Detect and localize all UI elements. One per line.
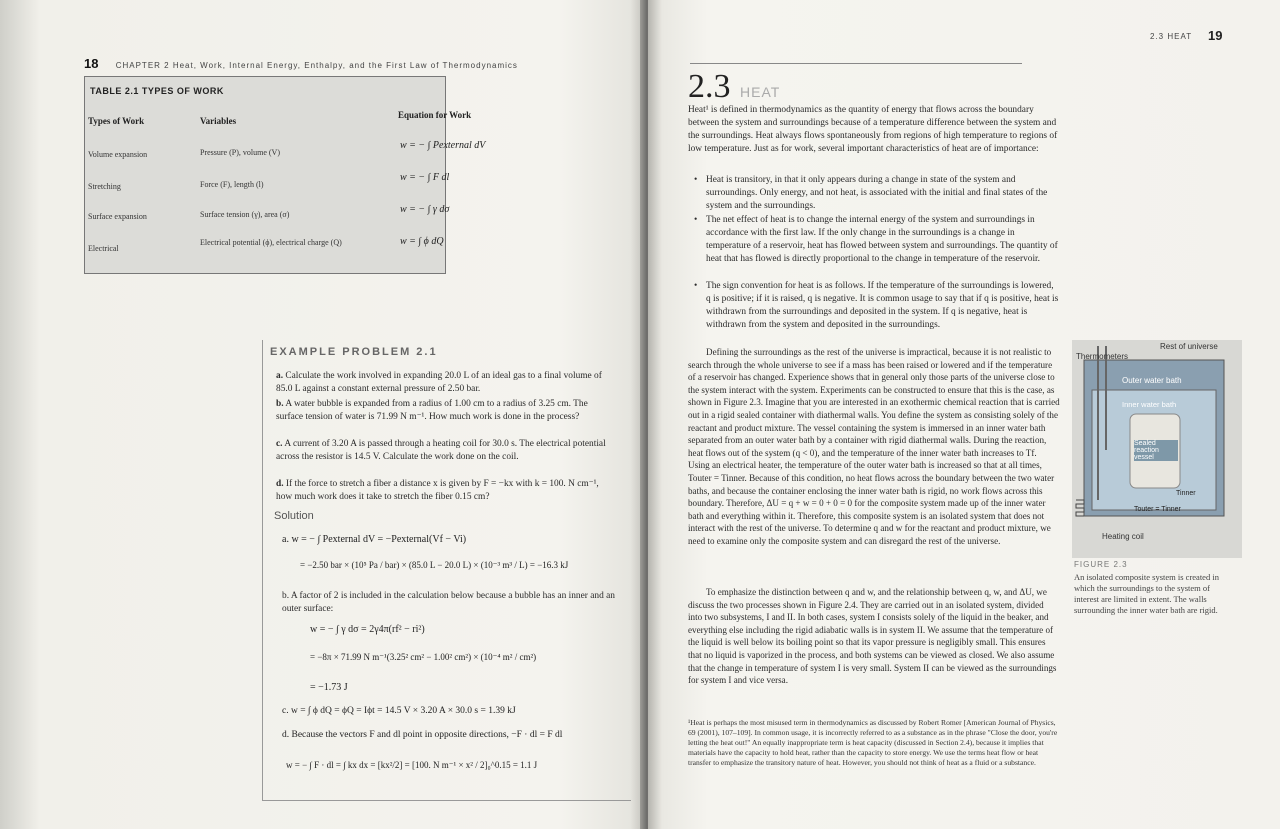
- table-row-equation: w = ∫ ϕ dQ: [400, 236, 444, 247]
- example-title: EXAMPLE PROBLEM 2.1: [270, 346, 438, 358]
- figure-2-3: [1072, 340, 1242, 558]
- intro-paragraph: Heat¹ is defined in thermodynamics as the quantity of energy that flows across the boundary between the system and surroundings because of a temperature difference between the system and the surroundings. Heat always flows spontaneously from regions of high temperature to regions of low temperature. Just as for work, several important characteristics of heat are of importance:: [688, 105, 1058, 154]
- example-item: [276, 438, 616, 464]
- label-sealed-vessel: Sealed reaction vessel: [1134, 440, 1178, 461]
- label-t-outer: Touter = Tinner: [1134, 506, 1181, 513]
- bullet-dot-icon: •: [694, 175, 698, 185]
- example-item: [276, 478, 616, 504]
- left-page-number: 18: [84, 56, 99, 71]
- solution-line: = −1.73 J: [310, 682, 348, 693]
- label-heating-coil: Heating coil: [1102, 532, 1144, 541]
- figure-caption-title: FIGURE 2.3: [1074, 560, 1128, 569]
- example-item: [276, 398, 616, 424]
- right-running-head: 2.3 HEAT: [1150, 32, 1193, 41]
- table-title: TABLE 2.1 TYPES OF WORK: [90, 86, 224, 96]
- table-row-variables: Pressure (P), volume (V): [200, 148, 280, 157]
- table-row-type: Stretching: [88, 182, 121, 191]
- table-row-variables: Electrical potential (ϕ), electrical charge (Q): [200, 238, 342, 247]
- item-label: a.: [276, 371, 284, 381]
- bullet-text: The net effect of heat is to change the internal energy of the system and surroundings in accordance with the first law. If the only change in the surroundings is a change in temperature of a reservoir, heat has flowed between system and surroundings. The quantity of heat that has flowed is directly proportional to the change in temperature of the reservoir.: [706, 215, 1058, 264]
- table-row-variables: Surface tension (γ), area (σ): [200, 210, 290, 219]
- body-paragraph: To emphasize the distinction between q and w, and the relationship between q, w, and ΔU, we discuss the two processes shown in Figure 2.4. They are carried out in an isolated system, divided into two subsystems, I and II. In both cases, system I consists solely of the liquid in the beaker, and everything else including the rigid adiabatic walls is in system II. We assume that the temperature of the liquid is well below its boiling point so that its vapor pressure is negligibly small. This ensures that no liquid is vaporized in the process, and both systems can be viewed as closed. We also assume that the change in temperature of system I is very small. System II can be viewed as the surroundings for system I and vice versa.: [688, 587, 1057, 686]
- table-row-type: Electrical: [88, 244, 119, 253]
- solution-line: a. w = − ∫ Pexternal dV = −Pexternal(Vf − Vi): [282, 534, 467, 545]
- bullet-dot-icon: •: [694, 215, 698, 225]
- table-row-equation: w = − ∫ F dl: [400, 172, 450, 183]
- label-thermometers: Thermometers: [1076, 352, 1129, 361]
- item-text: Calculate the work involved in expanding 20.0 L of an ideal gas to a final volume of 85.0 L against a constant external pressure of 2.50 bar.: [276, 371, 602, 394]
- right-page: [648, 0, 1280, 829]
- item-label: c.: [276, 439, 283, 449]
- bullet-text: The sign convention for heat is as follows. If the temperature of the surroundings is lowered, q is positive; if it is raised, q is negative. It is common usage to say that if q is positive, heat is withdrawn from the surroundings and deposited in the system. If q is negative, heat is withdrawn from the system and deposited in the surroundings.: [706, 281, 1059, 330]
- table-row-variables: Force (F), length (l): [200, 180, 264, 189]
- label-outer-bath: Outer water bath: [1122, 376, 1182, 385]
- item-text: A current of 3.20 A is passed through a heating coil for 30.0 s. The electrical potential across the resistor is 14.5 V. Calculate the work done on the coil.: [276, 439, 606, 462]
- body-paragraph: Defining the surroundings as the rest of the universe is impractical, because it is not realistic to search through the whole universe to see if a mass has been raised or lowered and if the temperature of a reservoir has changed. Experience shows that in general only those parts of the universe close to the system interact with the system. Experiments can be constructed to ensure that this is the case, as shown in Figure 2.3. Imagine that you are interested in an exothermic chemical reaction that is carried out in a rigid sealed container with diathermal walls. You define the system as consisting solely of the reactant and product mixture. The vessel containing the system is immersed in an inner water bath separated from an outer water bath by a container with rigid diathermal walls. During the reaction, heat flows out of the system (q < 0), and the temperature of the inner water bath increases to Tf. Using an electrical heater, the temperature of the outer water bath is increased so that at all times, Touter = Tinner. Because of this condition, no heat flows across the boundary between the two water baths, and because the container enclosing the inner water bath is rigid, no work flows across this boundary. Therefore, ΔU = q + w = 0 + 0 = 0 for the composite system made up of the inner water bath and everything within it. Therefore, this composite system is an isolated system that does not interact with the rest of the universe. To determine q and w for the reactant and product mixture, we need to examine only the composite system and can disregard the rest of the universe.: [688, 347, 1060, 546]
- section-number: 2.3: [688, 68, 731, 105]
- item-text: If the force to stretch a fiber a distance x is given by F = −kx with k = 100. N cm⁻¹, how much work does it take to stretch the fiber 0.15 cm?: [276, 479, 599, 502]
- table-row-equation: w = − ∫ γ dσ: [400, 204, 450, 215]
- section-rule: [690, 63, 1022, 64]
- figure-caption: An isolated composite system is created in which the surroundings to the system of interest are limited in extent. The walls surrounding the inner water bath are rigid.: [1074, 572, 1219, 615]
- label-inner-bath: Inner water bath: [1122, 400, 1177, 409]
- bullet-item: [694, 174, 1060, 213]
- section-title: HEAT: [740, 84, 781, 100]
- solution-line: = −8π × 71.99 N m⁻¹(3.25² cm² − 1.00² cm²) × (10⁻⁴ m² / cm²): [310, 652, 537, 662]
- footnote: ¹Heat is perhaps the most misused term in thermodynamics as discussed by Robert Romer [American Journal of Physics, 69 (2001), 107–109]. In common usage, it is incorrectly referred to as a substance as in the phrase "Close the door, you're letting the heat out!" An equally inappropriate term is heat capacity (discussed in Section 2.4), because it implies that materials have the capacity to hold heat, rather than the capacity to store energy. We use the terms heat flow or heat transfer to emphasize the transitory nature of heat. However, you should not think of heat as a fluid or a substance.: [688, 718, 1058, 767]
- solution-line: w = − ∫ F · dl = ∫ kx dx = [kx²/2] = [100. N m⁻¹ × x² / 2]₀^0.15 = 1.1 J: [286, 760, 538, 770]
- solution-line: = −2.50 bar × (10⁵ Pa / bar) × (85.0 L − 20.0 L) × (10⁻³ m³ / L) = −16.3 kJ: [300, 560, 569, 570]
- item-label: d.: [276, 479, 284, 489]
- solution-line: w = − ∫ γ dσ = 2γ4π(rf² − ri²): [310, 624, 425, 635]
- table-row-type: Volume expansion: [88, 150, 148, 159]
- bullet-item: [694, 280, 1060, 332]
- table-header-type: Types of Work: [88, 116, 145, 126]
- chapter-title: CHAPTER 2 Heat, Work, Internal Energy, Enthalpy, and the First Law of Thermodynamics: [115, 61, 518, 70]
- item-text: A water bubble is expanded from a radius of 1.00 cm to a radius of 3.25 cm. The surface tension of water is 71.99 N m⁻¹. How much work is done in the process?: [276, 399, 588, 422]
- example-item: [276, 370, 616, 396]
- right-page-number: 19: [1208, 28, 1223, 43]
- table-header-variables: Variables: [200, 116, 237, 126]
- item-label: b.: [276, 399, 284, 409]
- bullet-text: Heat is transitory, in that it only appears during a change in state of the system and surroundings. Only energy, and not heat, is associated with the initial and final states of the system and the surroundings.: [706, 175, 1048, 211]
- table-header-equation: Equation for Work: [398, 110, 472, 120]
- solution-line: b. A factor of 2 is included in the calculation below because a bubble has an inner and an outer surface:: [282, 591, 615, 614]
- bullet-item: [694, 214, 1060, 266]
- solution-title: Solution: [274, 510, 314, 522]
- label-t-inner: Tinner: [1176, 490, 1196, 497]
- table-row-type: Surface expansion: [88, 212, 147, 221]
- left-running-head: [84, 56, 518, 71]
- bullet-dot-icon: •: [694, 281, 698, 291]
- table-row-equation: w = − ∫ Pexternal dV: [400, 140, 486, 151]
- solution-line: d. Because the vectors F and dl point in opposite directions, −F · dl = F dl: [282, 730, 563, 740]
- solution-line: c. w = ∫ ϕ dQ = ϕQ = Iϕt = 14.5 V × 3.20 A × 30.0 s = 1.39 kJ: [282, 706, 516, 716]
- label-rest-of-universe: Rest of universe: [1160, 342, 1218, 351]
